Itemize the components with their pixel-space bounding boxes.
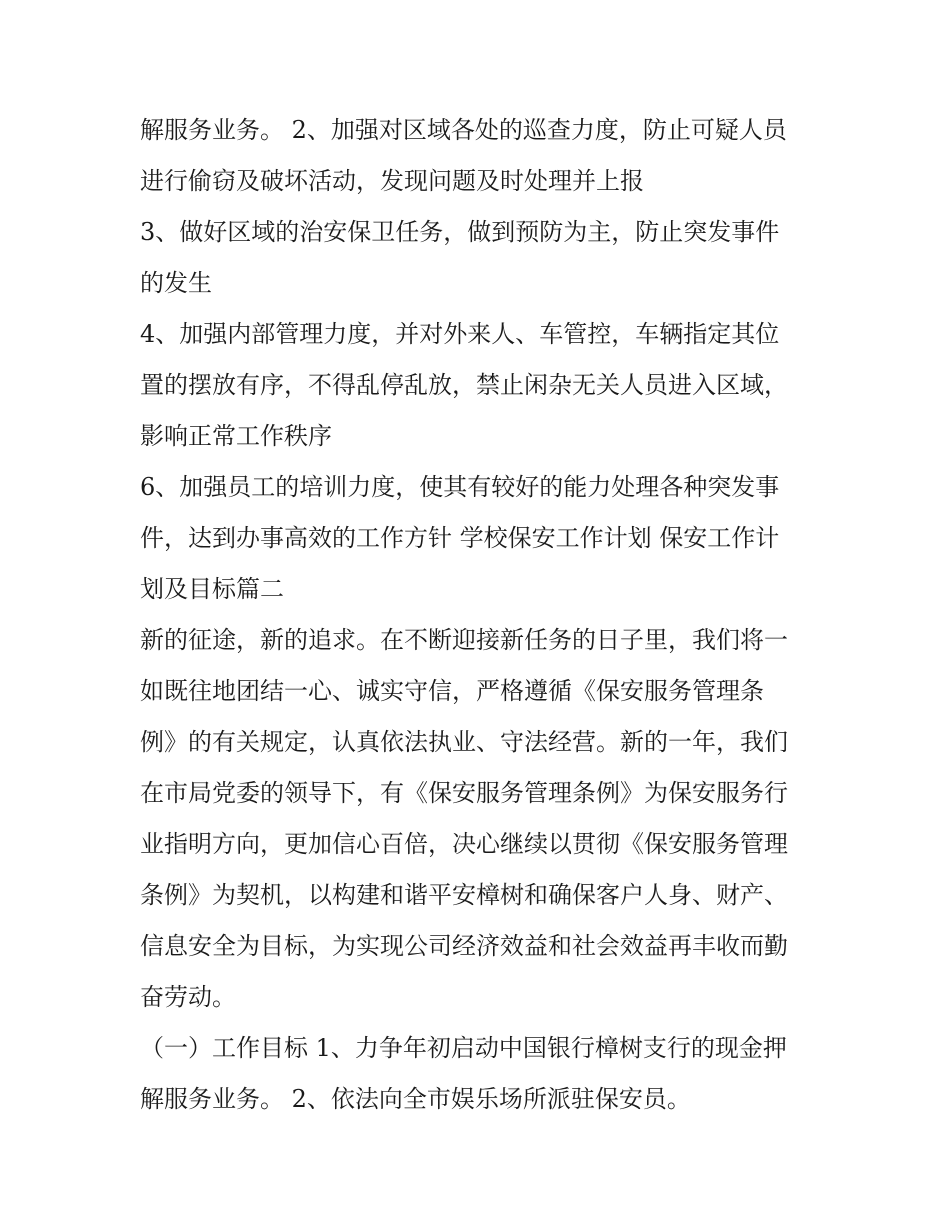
paragraph-security-task (140, 207, 820, 309)
text-line: 件，达到办事高效的工作方针 学校保安工作计划 保安工作计 (140, 524, 780, 552)
text-line: 6、加强员工的培训力度，使其有较好的能力处理各种突发事 (140, 473, 780, 501)
text-line: 置的摆放有序，不得乱停乱放，禁止闲杂无关人员进入区域， (140, 371, 788, 399)
paragraph-patrol (140, 105, 820, 207)
paragraph-new-journey (140, 615, 820, 1023)
text-line: 在市局党委的领导下，有《保安服务管理条例》为保安服务行 (140, 779, 788, 807)
text-line: 例》的有关规定，认真依法执业、守法经营。新的一年，我们 (140, 728, 788, 756)
document-body (140, 105, 820, 1125)
text-line: 新的征途，新的追求。在不断迎接新任务的日子里，我们将一 (140, 626, 788, 654)
paragraph-work-goals (140, 1023, 820, 1125)
text-line: 如既往地团结一心、诚实守信，严格遵循《保安服务管理条 (140, 677, 764, 705)
text-line: 划及目标篇二 (140, 575, 284, 603)
text-line: （一）工作目标 1、力争年初启动中国银行樟树支行的现金押 (140, 1034, 787, 1062)
text-line: 的发生 (140, 269, 212, 297)
paragraph-staff-training (140, 462, 820, 615)
text-line: 解服务业务。 2、加强对区域各处的巡查力度，防止可疑人员 (140, 116, 787, 144)
paragraph-internal-management (140, 309, 820, 462)
text-line: 影响正常工作秩序 (140, 422, 332, 450)
text-line: 解服务业务。 2、依法向全市娱乐场所派驻保安员。 (140, 1085, 691, 1113)
text-line: 4、加强内部管理力度，并对外来人、车管控，车辆指定其位 (140, 320, 780, 348)
text-line: 条例》为契机，以构建和谐平安樟树和确保客户人身、财产、 (140, 881, 788, 909)
text-line: 信息安全为目标，为实现公司经济效益和社会效益再丰收而勤 (140, 932, 788, 960)
text-line: 3、做好区域的治安保卫任务，做到预防为主，防止突发事件 (140, 218, 780, 246)
text-line: 奋劳动。 (140, 983, 236, 1011)
text-line: 进行偷窃及破坏活动，发现问题及时处理并上报 (140, 167, 644, 195)
text-line: 业指明方向，更加信心百倍，决心继续以贯彻《保安服务管理 (140, 830, 788, 858)
